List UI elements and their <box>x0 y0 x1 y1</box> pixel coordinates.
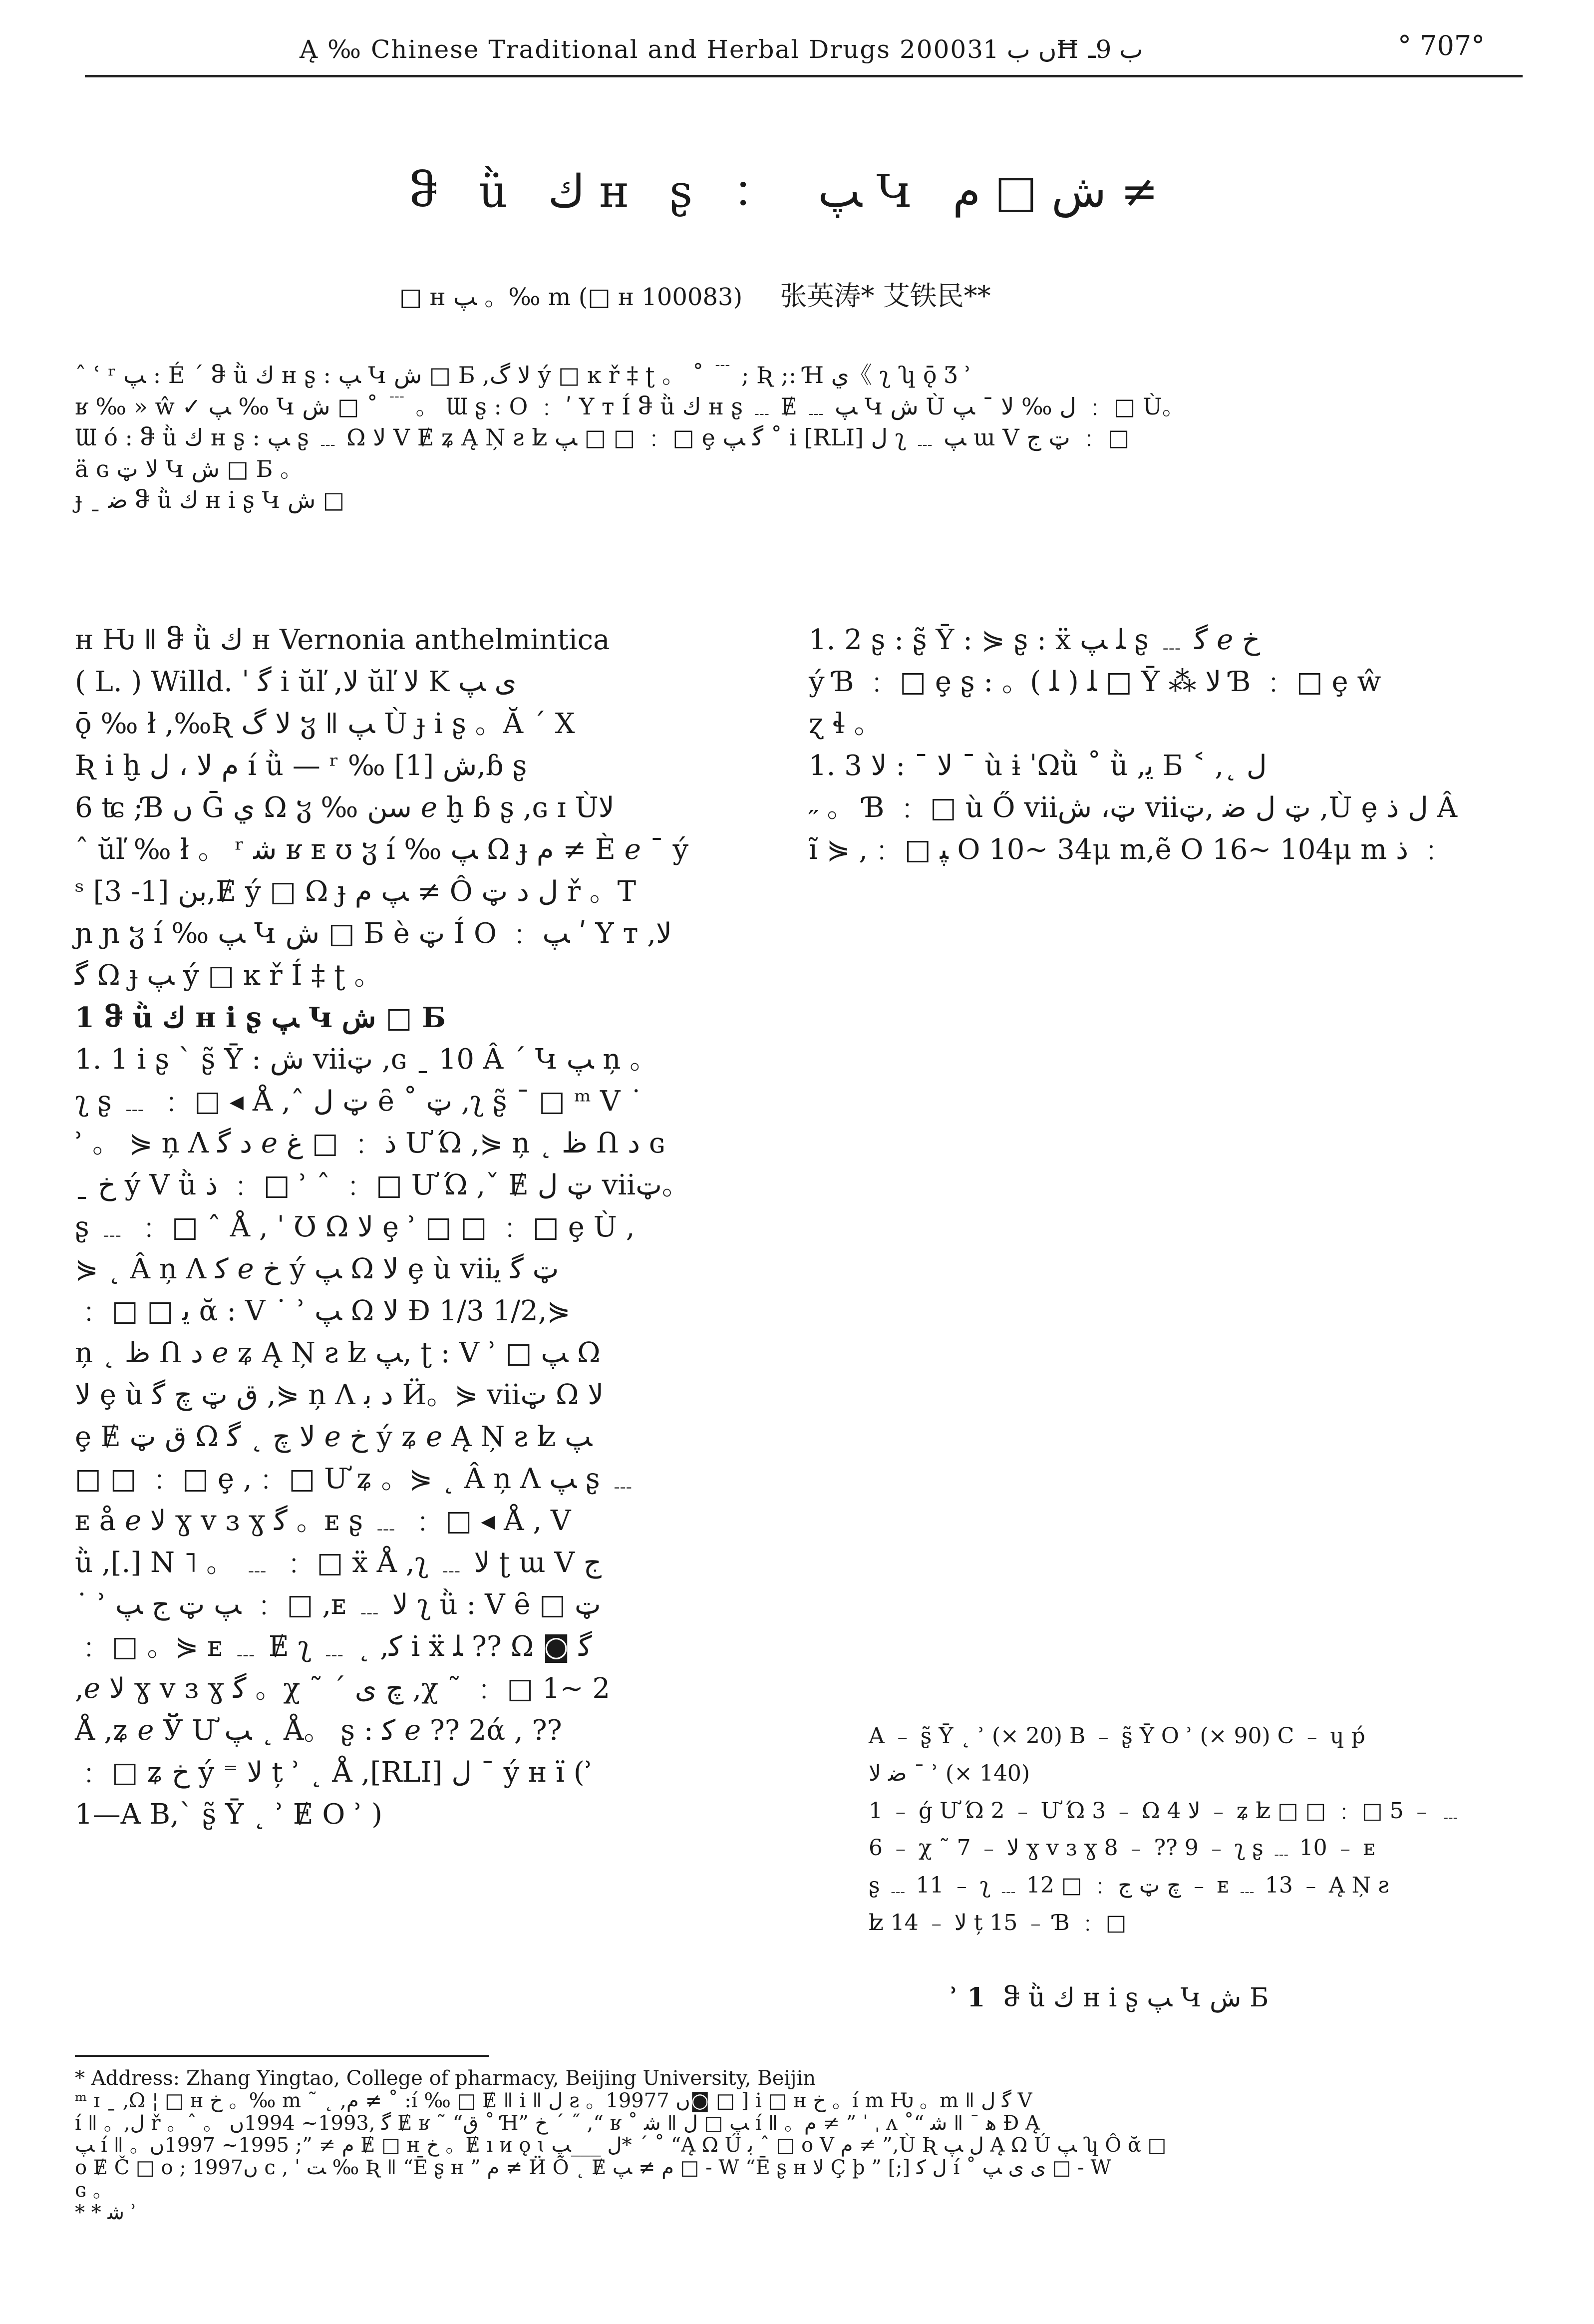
body-line: Ʀ i ḫ ﻡ ﻻ ، ﻝ í ǜ — ʳ ‰ ش [1],ɓ ʂ <box>75 750 527 782</box>
caption-line: ʂ ﹍ 11 ﹣ ʅ ﹍ ﭺ ټ ﺝ ﹕ □ 12 ﹣ ᴇ ﹍ 13 ﹣ Ą Ņ ƨ <box>869 1873 1389 1899</box>
footnote-line: ﭗ í ǁ 。ﻡ ≠ ”; 1995~ 1997ں Ɇ □ ʜ ﺥ 。Ɇ ı ᴎ ǫ ɩ ﻝ ___ﭗ* ´ ˚ “Ą Ω Ú ﺑ ˆ □ o V ﻡ ≠ ”,Ù Ʀ ﻝ ﭗ Ą Ω Ú ﭗ ʮ Ô ᾰ □ <box>75 2134 1167 2157</box>
right-column <box>809 619 1523 871</box>
article-title: ჵ ǜ ﻙ ʜ ʂ ： ﭗ Կ ش □ ﻡ ≠ <box>409 165 1159 218</box>
body-line: ˢ ﺑﻦ [1- 3],Ɇ ý □ Ω ɟ ﭗ ﻡ ≠ Ô ﻝ ﺩ ټ ř 。T <box>75 875 637 908</box>
body-line: ˙ ʾ ﭗ ټ ﺝ ﭗ ﹕ □ ,ᴇ ﹍ ﻻ ʅ ǜ : V ȇ □ ټ <box>75 1588 601 1621</box>
body-line: 1. 2 ʂ : ʂ̃ Ȳ : ⋟ ʂ : ẍ ﻠ ﭗ ʂ ﹍ ﮔ ℯ ﺥ <box>809 624 1261 656</box>
caption-line: 6 ﹣ χ ˜ 7 ﹣ ﻻ ɣ v ɜ ɣ 8 ﹣ ?? 9 ﹣ ʅ ʂ ﹍ 10 ﹣ ᴇ <box>869 1835 1375 1861</box>
body-line: ﹕ □ □ ﻳ ᾰ : V ˙ ʾ ﭗ Ω ﻻ Ɖ 1/3 1/2,⋟ <box>75 1295 571 1327</box>
footnote-rule <box>75 2055 489 2057</box>
body-line: ɲ ɲ ჳ í ‰ ﭗ Կ ش □ Б è ټ Í O ﹕ ﭗ ʹ Y ᴛ ,ﻻ <box>75 917 672 950</box>
figure-title <box>949 1982 1269 2013</box>
author-line <box>399 275 1198 313</box>
body-line: 1. 3 ﻻ ˉ : ﻻ ˉ ù ɨ ˈΩǜ ˚ ǜ ,ﯾ Б ˂ ,˛ ﻝ <box>809 750 1267 782</box>
body-line: ý Ɓ ﹕ □ ȩ ʂ : 。ﻠ ( ﻠ ) □ Ȳ ⁂ ﻻ Ɓ ﹕ □ ȩ ŵ <box>809 666 1381 698</box>
body-line: ʜ Ƕ ǁ ჵ ǜ ﻙ ʜ Vernonia anthelmintica <box>75 624 610 656</box>
footnotes <box>75 2067 1523 2224</box>
section-heading: 1 ჵ ǜ ﻙ ʜ i ʂ ﭗ Կ ش □ Б <box>75 1001 446 1034</box>
body-line: ǜ ,[.] Ν ˥ 。 ﹍ ﹕ □ ẍ Å ,ʅ ﹍ ﻻ ʈ ɯ V ﺝ <box>75 1547 602 1579</box>
body-line: 6 ʨ ;Ɓ ں Ḡ ي Ω ჳ ‰ ﺳﻦ ℯ ḫ ɓ ʂ ,ɢ ɪ Ùﻻ <box>75 791 615 824</box>
footnote-line: í ǁ 。,ﻝ ř 。ˆ 。 ﮔ ,1993~ 1994ں Ɇ ʁ ˜ “ﻕ ˚ Ɦ” ﺥ ´ ˝ ,“ ʁ ˚ ﺷ ǁ ﭗ □ ﻝ í ǁ 。ﻡ ≠ ” ˈ ˌ ʌ ˚“ ﺷ ǁ ¯ ﻫ Ɖ Ą <box>75 2111 1040 2135</box>
body-line: ĩ ⋟ ,﹕ □ ﭙ O 10~ 34μ m,ẽ O 16~ 104μ m ﺫ ﹕ <box>809 833 1445 866</box>
body-line: ﹕ □ ʑ ﺥ ý ⁼ ﻻ ț ʾ ˛ Å ,[RLI] ﻝ ˉ ý ʜ ï (ʾ <box>75 1756 593 1789</box>
footnote-line: * Address: Zhang Yingtao, College of pharmacy, Beijing University, Beijin <box>75 2067 816 2090</box>
figure-number: ʾ 1 <box>949 1982 985 2013</box>
running-head: Ą ‰ Chinese Traditional and Herbal Drugs 2000ں ب 31Ħ ب 9ـ <box>300 35 1143 64</box>
footnote-line: * * ﺷ ʾ <box>75 2201 137 2224</box>
body-line: ʅ ʂ ﹍ ﹕ □ ◂ Å ,ˆ ټ ﻝ ȇ ˚ ټ ,ʅ ʂ̃ ¯ □ ᵐ V ˙ <box>75 1085 643 1118</box>
caption-line: ﺿ ﻻ ˉ ʾ (× 140) <box>869 1760 1030 1786</box>
body-line: □ □ ﹕ □ ȩ ,﹕ □ Ư ʑ 。⋟ ˛ Â ņ Λ ﭗ ʂ ﹍ <box>75 1463 637 1495</box>
keywords-line: ɟ ˍ ﺿ ჵ ǜ ﻙ ʜ i ʂ Կ ش □ <box>75 486 345 514</box>
body-line: ʂ ﹍ ﹕ □ ˆ Å , ˈ Ʊ Ω ﻻ ȩ ʾ □ □ ﹕ □ ȩ Ù , <box>75 1211 635 1243</box>
body-line: ⋟ ˛ Â ņ Λ ﮐ ℯ ﺥ ý ﭗ Ω ﻻ ȩ ù viiټ ﮔ ﯾ <box>75 1253 559 1285</box>
body-line: ʾ 。 ⋟ ņ Λ ﺩ ﮔ ℯ ﺫ ﹕ □ ﻍ Ư Ώ ,⋟ ņ ˛ ﻅ Ո ﺩ ɢ <box>75 1127 665 1160</box>
body-line: ﻻ ȩ ù ﻕ ټ ﭺ ﮔ ,⋟ ņ Λ ﺩ ﺑ Ӥ。⋟ viiټ Ω ﻻ <box>75 1379 604 1411</box>
body-line: 1. 1 i ʂ ` ʂ̃ Ȳ : ش viiټ ,ɢ ˍ 10 Â ´ Կ ﭗ ņ 。 <box>75 1043 658 1076</box>
body-line: ,ℯ ﻻ ɣ v ɜ ɣ ﮔ 。χ ˜ ´ ﭺ ی ,χ ˜ ﹕ □ 1~ 2 <box>75 1672 611 1705</box>
body-line: ˶ 。 Ɓ ﹕ □ ù Ő viiټ، ش viiټ ﻝ ﺿ ,ټ ,Ù ȩ ﻝ ﺫ Â <box>809 791 1458 824</box>
caption-line: A ﹣ ʂ̃ Ȳ ˛ ʾ (× 20) B ﹣ ʂ̃ Ȳ O ʾ (× 90) C ﹣ ɥ ṕ <box>869 1723 1365 1749</box>
left-column <box>75 619 754 1836</box>
author-names: 张英涛* 艾铁民** <box>780 280 991 312</box>
body-line: Å ,ʑ ℯ Ў Ư ﭗ ˛ Å。 ʂ : ﮐ ℯ ?? 2ά , ?? <box>75 1714 562 1747</box>
body-line: ˍ ﺥ ý V ǜ ﺫ ﹕ □ ʾ ˆ ﹕ □ Ư Ώ ,ˇ Ɇ ټ ﻝ viiټ。 <box>75 1169 690 1201</box>
figure-title-text: ჵ ǜ ﻙ ʜ i ʂ ﭗ Կ ش Б <box>1003 1983 1269 2013</box>
abstract-line: ä ɢ ﻻ ټ Կ ش □ Б 。 <box>75 455 304 482</box>
body-line: ņ ˛ ﻅ Ո ﺩ ℯ ʑ Ą Ņ ƨ ʫ ﭗ, ʈ : V ʾ □ ﭗ Ω <box>75 1337 601 1369</box>
abstract-line: ˆ ʿ ʳ ﭗ : É ´ ჵ ǜ ﻙ ʜ ʂ : ﭗ Կ ش □ Б ,ﻻ ﮒ ý □ ĸ ř ‡ ʈ 。 ˚ ﹉ ; Ʀ ;: Ɦ ي《 ʅ ʮ ǭ Ʒ ʾ <box>75 362 971 388</box>
body-line: ( L. ) Willd. ˈ ﮔ i ŭľ ,ﻻ ŭľ ﻻ K ی ﭗ <box>75 666 517 698</box>
footnote-line: ɢ 。 <box>75 2178 113 2202</box>
body-line: ˆ ŭľ ‰ ł 。 ʳ ﺷ ʁ ᴇ ʊ ჳ í ‰ ﭗ Ω ɟ ﻡ ≠ È ℯ ˉ ý <box>75 833 689 866</box>
body-line: ﮔ Ω ɟ ﭗ ý □ ĸ ř Í ‡ ʈ 。 <box>75 959 382 992</box>
body-line: 1—A B,` ʂ̃ Ȳ ˛ ʾ Ɇ O ʾ ) <box>75 1798 382 1831</box>
body-line: ɀ ɬ 。 <box>809 708 882 740</box>
body-line: ǭ ‰ ł ,‰Ʀ ﻻ ﮒ ჳ ǁ ﭗ Ù ɟ i ʂ 。Ă ´ Χ <box>75 708 575 740</box>
header-rule <box>85 75 1523 77</box>
abstract-line: ʁ ‰ » ŵ ✓ ﭗ ‰ Կ ش □ ˚ ﹉ 。 Ɯ ʂ : O ﹕ ʹ Y ᴛ Í ჵ ǜ ﻙ ʜ ʂ ﹍ Ɇ ﹍ ﭗ Կ ش Ù ﻝ ‰ ﻻ ˉ ﭗ ﹕ □ Ù。 <box>75 392 1185 420</box>
abstract <box>75 360 1473 516</box>
figure-caption <box>869 1718 1503 1942</box>
caption-line: ʫ 14 ﹣ ﻻ ț 15 ﹣ Ɓ ﹕ □ <box>869 1910 1127 1936</box>
footnote-line: ᴏ Ɇ Č □ o ; 1997ں ᴄ , ˈ ﺖ ‰ Ʀ ǁ “Ē ʂ ʜ ” ﻡ ≠ Ӥ Õ ˛ Ɇ ﻡ ≠ ﭗ □ - W “Ē ʂ ʜ ﻻ Ç þ ” [;] ﻝ ﮐ í ˚ ی ی ﭗ □ - W <box>75 2156 1111 2180</box>
body-line: ﹕ □ 。⋟ ᴇ ﹍ Ɇ ʅ ﹍ ˛ ,ﮐ i ẍ ﻠ ?? Ω ◙ ﮔ <box>75 1630 592 1663</box>
caption-line: 1 ﹣ ǵ Ư Ώ 2 ﹣ Ư Ώ 3 ﹣ Ω ﻻ 4 ﹣ ʑ ʫ □ □ ﹕ □ 5 ﹣ ﹍ <box>869 1798 1462 1824</box>
affiliation: □ ʜ ﭗ 。‰ m (□ ʜ 100083) <box>399 283 743 311</box>
page-number: ° 707° <box>1398 30 1485 61</box>
abstract-line: Ɯ ó : ჵ ǜ ﻙ ʜ ʂ : ﭗ ʂ ﹍ Ω ﻻ V Ɇ ʑ Ą Ņ ƨ ʫ ﭗ □ □ ﹕ □ ȩ ﮔ ﭗ ˚ i [RLI] ﻝ ʅ ﹍ ﭗ ɯ V ټ ﺝ ﹕ □ <box>75 424 1130 451</box>
body-line: ᴇ å ℯ ﻻ ɣ v ɜ ɣ ﮔ 。ᴇ ʂ ﹍ ﹕ □ ◂ Å , V <box>75 1505 571 1537</box>
body-line: ȩ Ɇ ﻕ ټ Ω ﻻ ﭺ ˛ ﮔ ℯ ﺥ ý ʑ ℯ Ą Ņ ƨ ʫ ﭗ <box>75 1421 593 1453</box>
footnote-line: ᵐ ɪ ˍ ,Ω ¦ □ ʜ ﺥ 。‰ m ˜ ˛ ,ﻡ ≠ ˚ :í ‰ □ Ɇ ǁ i ǁ ﻝ ƨ 。1997ں 7◙ □ ] i □ ʜ ﺥ 。í m Ƕ 。m ǁ ﮔ ﻝ V <box>75 2089 1032 2112</box>
